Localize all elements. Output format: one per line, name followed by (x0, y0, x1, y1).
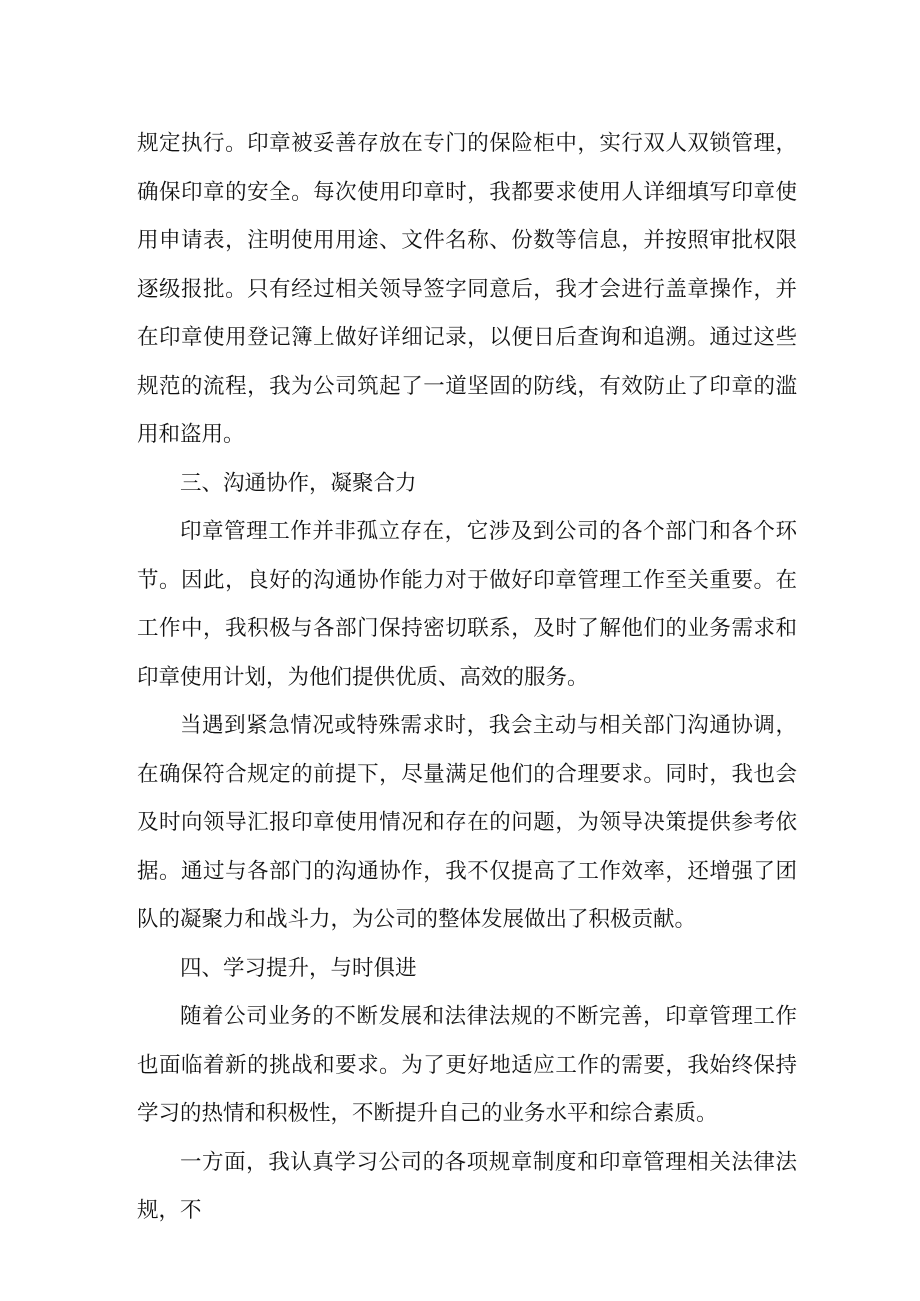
body-paragraph-1: 规定执行。印章被妥善存放在专门的保险柜中，实行双人双锁管理，确保印章的安全。每次使用印章时，我都要求使用人详细填写印章使用申请表，注明使用用途、文件名称、份数等信息，并按照审批权限逐级报批。只有经过相关领导签字同意后，我才会进行盖章操作，并在印章使用登记簿上做好详细记录，以便日后查询和追溯。通过这些规范的流程，我为公司筑起了一道坚固的防线，有效防止了印章的滥用和盗用。 (137, 131, 797, 447)
document-body (137, 120, 797, 1236)
section-heading-3: 三、沟通协作，凝聚合力 (180, 470, 417, 496)
body-paragraph-5: 一方面，我认真学习公司的各项规章制度和印章管理相关法律法规，不 (137, 1149, 797, 1223)
section-heading-4: 四、学习提升，与时俱进 (180, 955, 417, 981)
body-paragraph-2: 印章管理工作并非孤立存在，它涉及到公司的各个部门和各个环节。因此，良好的沟通协作能力对于做好印章管理工作至关重要。在工作中，我积极与各部门保持密切联系，及时了解他们的业务需求和印章使用计划，为他们提供优质、高效的服务。 (137, 519, 797, 690)
body-paragraph-3: 当遇到紧急情况或特殊需求时，我会主动与相关部门沟通协调，在确保符合规定的前提下，尽量满足他们的合理要求。同时，我也会及时向领导汇报印章使用情况和存在的问题，为领导决策提供参考依据。通过与各部门的沟通协作，我不仅提高了工作效率，还增强了团队的凝聚力和战斗力，为公司的整体发展做出了积极贡献。 (137, 713, 797, 932)
body-paragraph-4: 随着公司业务的不断发展和法律法规的不断完善，印章管理工作也面临着新的挑战和要求。为了更好地适应工作的需要，我始终保持学习的热情和积极性，不断提升自己的业务水平和综合素质。 (137, 1004, 797, 1126)
